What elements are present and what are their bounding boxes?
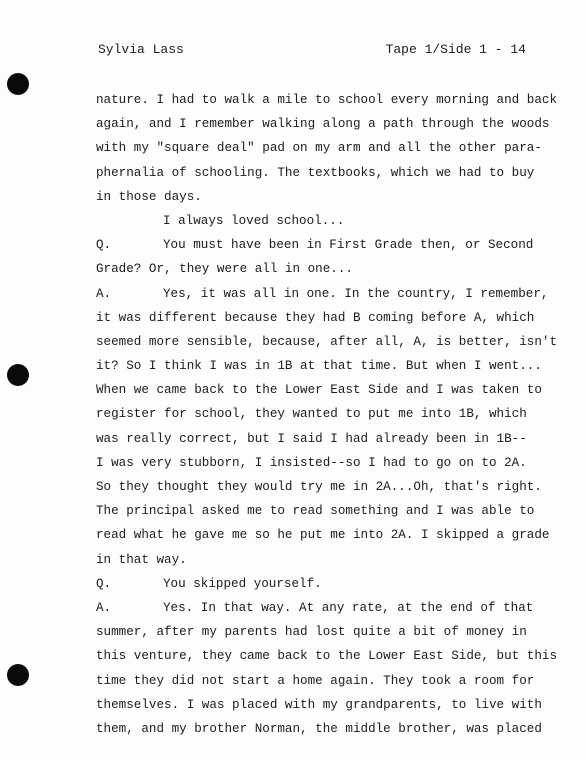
line-text: I was very stubborn, I insisted--so I had to go on to 2A. [96, 455, 527, 470]
transcript-line [96, 693, 542, 717]
transcript-line [96, 306, 536, 330]
transcript-line [96, 475, 542, 499]
binder-hole-middle [7, 364, 29, 386]
transcript-line [96, 209, 536, 233]
line-text: read what he gave me so he put me into 2A. I skipped a grade [96, 528, 550, 543]
transcript-line [96, 402, 536, 426]
tape-page-label: Tape 1/Side 1 - 14 [385, 42, 526, 57]
transcript-line [96, 717, 542, 741]
line-text: in that way. [96, 552, 187, 567]
transcript-line [96, 572, 536, 596]
transcript-body [96, 88, 558, 741]
transcript-line [96, 499, 536, 523]
line-text: this venture, they came back to the Lower East Side, but this [96, 649, 558, 664]
line-text: Yes. In that way. At any rate, at the end of that [163, 600, 534, 615]
transcript-line [96, 88, 558, 112]
transcript-line [96, 233, 536, 257]
transcript-line [96, 136, 542, 160]
line-text: seemed more sensible, because, after all, A, is better, isn't [96, 334, 558, 349]
line-text: You must have been in First Grade then, or Second [163, 238, 534, 253]
transcript-line [96, 620, 536, 644]
line-text: summer, after my parents had lost quite a bit of money in [96, 625, 527, 640]
line-text: So they thought they would try me in 2A...Oh, that's right. [96, 480, 542, 494]
transcript-line [96, 257, 536, 281]
line-text: them, and my brother Norman, the middle brother, was placed [96, 721, 542, 736]
line-text: time they did not start a home again. They took a room for [96, 673, 535, 688]
transcript-line [96, 548, 536, 572]
line-text: with my "square deal" pad on my arm and all the other para- [96, 141, 542, 156]
line-text: register for school, they wanted to put me into 1B, which [96, 407, 527, 422]
transcript-line [96, 354, 542, 378]
transcript-line [96, 427, 536, 451]
line-text: The principal asked me to read something and I was able to [96, 504, 535, 519]
transcript-line [96, 185, 536, 209]
line-text: phernalia of schooling. The textbooks, which we had to buy [96, 165, 535, 180]
transcript-line [96, 669, 536, 693]
transcript-line [96, 644, 558, 668]
line-text: themselves. I was placed with my grandparents, to live with [96, 697, 542, 712]
speaker-marker: Q. [96, 238, 112, 253]
line-text: again, and I remember walking along a path through the woods [96, 117, 550, 132]
speaker-marker: A. [96, 600, 112, 615]
speaker-marker: Q. [96, 576, 112, 591]
line-text: was really correct, but I said I had already been in 1B-- [96, 431, 527, 446]
line-text: Grade? Or, they were all in one... [96, 262, 353, 277]
line-text: You skipped yourself. [163, 576, 322, 591]
line-text: nature. I had to walk a mile to school every morning and back [96, 93, 558, 107]
speaker-marker: A. [96, 286, 112, 301]
line-text: Yes, it was all in one. In the country, I remember, [163, 286, 549, 301]
line-text: it? So I think I was in 1B at that time. But when I went... [96, 359, 542, 374]
transcript-line [96, 451, 536, 475]
binder-hole-top [7, 73, 29, 95]
interviewee-name: Sylvia Lass [98, 42, 184, 57]
transcript-line [96, 330, 558, 354]
transcript-line [96, 378, 542, 402]
line-text: in those days. [96, 189, 202, 204]
line-text: it was different because they had B coming before A, which [96, 310, 535, 325]
line-text: When we came back to the Lower East Side and I was taken to [96, 383, 542, 398]
transcript-line [96, 112, 550, 136]
transcript-line [96, 161, 536, 185]
transcript-line [96, 282, 549, 306]
line-text: I always loved school... [163, 213, 345, 228]
transcript-line [96, 523, 550, 547]
binder-hole-bottom [7, 664, 29, 686]
transcript-line [96, 596, 536, 620]
